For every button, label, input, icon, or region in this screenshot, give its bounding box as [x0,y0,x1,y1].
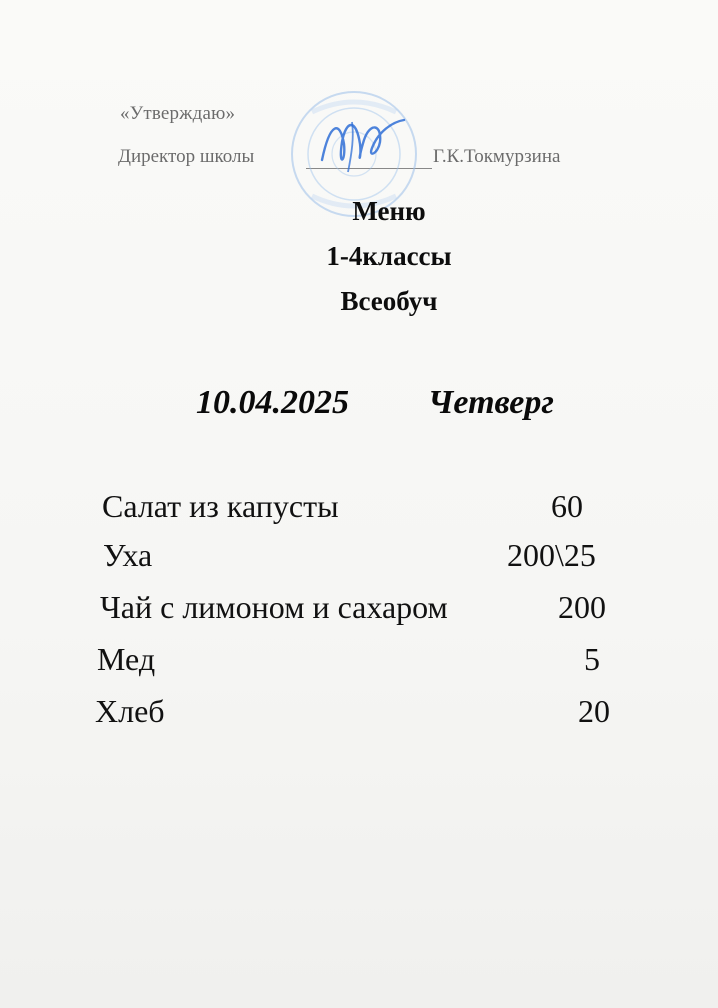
approve-label: «Утверждаю» [120,103,236,124]
menu-item-amount: 200\25 [507,537,596,573]
director-label: Директор школы [118,146,255,167]
menu-item [0,537,718,583]
program-title: Всеобуч [340,286,438,316]
menu-item-name: Мед [97,641,156,677]
menu-item-amount: 60 [551,488,583,524]
menu-item-amount: 5 [584,641,600,677]
menu-item [0,589,718,635]
menu-item-amount: 200 [558,589,606,625]
menu-item-amount: 20 [578,693,610,729]
menu-item-name: Чай с лимоном и сахаром [100,589,448,625]
signature-scribble [322,120,404,160]
grade-title: 1-4классы [326,241,452,271]
menu-item [0,693,718,739]
menu-item-name: Уха [103,537,153,573]
menu-day: Четверг [428,384,554,421]
menu-item [0,488,718,534]
menu-date: 10.04.2025 [196,384,349,421]
menu-item-name: Салат из капусты [102,488,339,524]
director-name: Г.К.Токмурзина [433,146,561,167]
menu-item-name: Хлеб [95,693,165,729]
menu-title: Меню [352,196,426,226]
menu-item [0,641,718,687]
